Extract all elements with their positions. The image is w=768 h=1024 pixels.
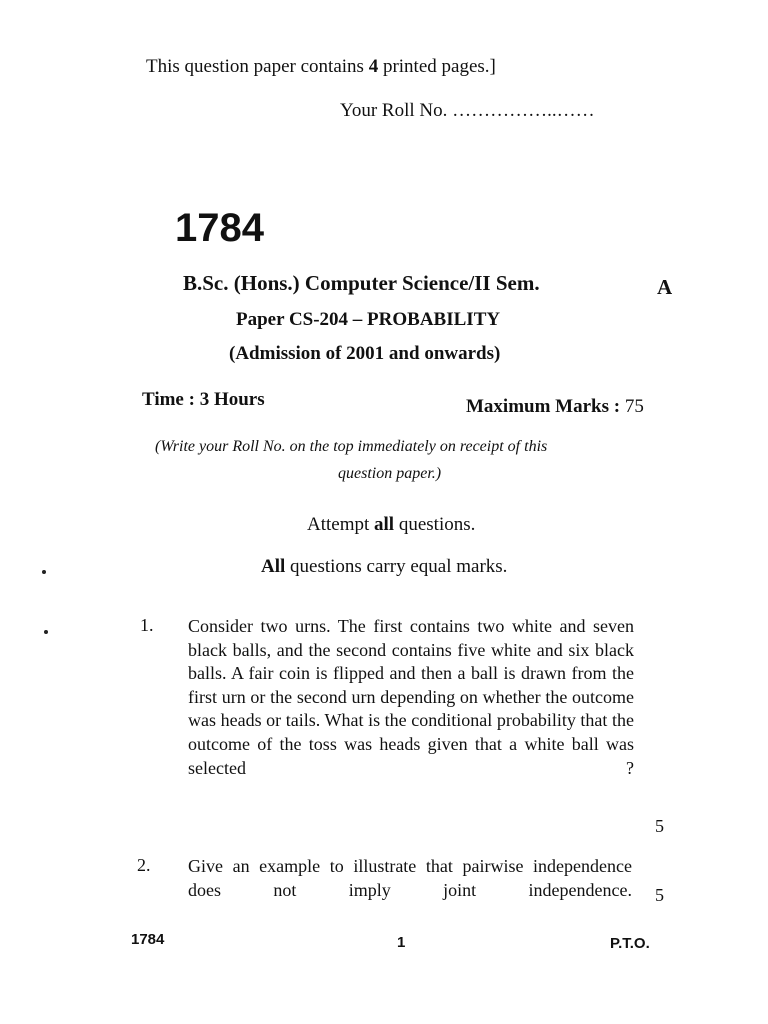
maximum-marks-label: Maximum Marks : [466,396,625,417]
paper-code: 1784 [175,206,264,250]
question-number: 1. [140,615,154,635]
roll-instruction-line-1: (Write your Roll No. on the top immediately on receipt of this [155,438,548,455]
question-text: Give an example to illustrate that pairwise independence does not imply joint independence. [188,856,632,900]
scan-speck [44,630,48,634]
footer-page-number: 1 [397,934,406,951]
page-count: 4 [368,56,379,77]
footer-pto: P.T.O. [610,935,650,952]
roll-instruction-line-2: question paper.) [338,465,442,482]
paper-title: Paper CS-204 – PROBABILITY [236,309,501,330]
question-marks: 5 [655,816,664,836]
roll-number-field: Your Roll No. ……………..…… [340,100,595,121]
maximum-marks-value: 75 [624,396,644,417]
course-title: B.Sc. (Hons.) Computer Science/II Sem. [183,271,540,295]
marks-instruction: All questions carry equal marks. [261,556,508,577]
paper-set: A [657,275,673,299]
page-count-note: This question paper contains 4 printed pages.] [146,56,496,77]
footer-paper-code: 1784 [131,931,165,948]
question-number: 2. [137,855,151,875]
question-text: Consider two urns. The first contains two white and seven black balls, and the second contains five white and six black balls. A fair coin is flipped and then a ball is drawn from the first urn or the second urn depending on whether the outcome was heads or tails. What is the conditional probability that the outcome of the toss was heads given that a white ball was selected ? [188,616,634,778]
maximum-marks [466,396,644,418]
scan-speck [42,570,46,574]
attempt-instruction: Attempt all questions. [307,514,476,535]
admission-note: (Admission of 2001 and onwards) [229,343,501,364]
time-allowed: Time : 3 Hours [142,389,265,410]
question-marks: 5 [655,885,664,905]
